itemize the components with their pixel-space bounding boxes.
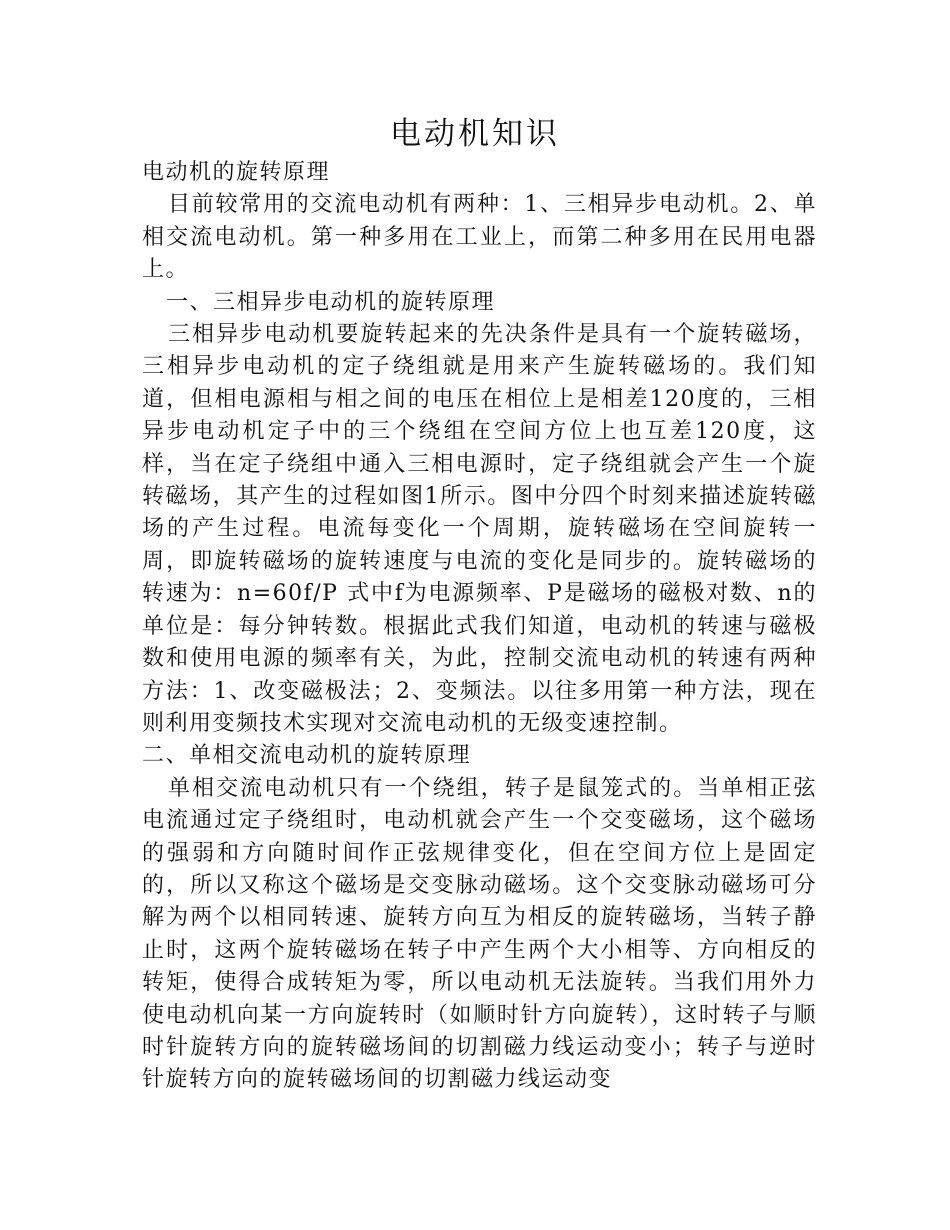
document-title: 电动机知识 <box>390 116 560 152</box>
section-heading: 电动机的旋转原理 <box>142 160 331 185</box>
paragraph-three-phase: 三相异步电动机要旋转起来的先决条件是具有一个旋转磁场，三相异步电动机的定子绕组就是用来产生旋转磁场的。我们知道，但相电源相与相之间的电压在相位上是相差120度的，三相异步电动机定子中的三个绕组在空间方位上也互差120度，这样，当在定子绕组中通入三相电源时，定子绕组就会产生一个旋转磁场，其产生的过程如图1所示。图中分四个时刻来描述旋转磁场的产生过程。电流每变化一个周期，旋转磁场在空间旋转一周，即旋转磁场的旋转速度与电流的变化是同步的。旋转磁场的转速为：n=60f/P 式中f为电源频率、P是磁场的磁极对数、n的单位是：每分钟转数。根据此式我们知道，电动机的转速与磁极数和使用电源的频率有关，为此，控制交流电动机的转速有两种方法：1、改变磁极法；2、变频法。以往多用第一种方法，现在则利用变频技术实现对交流电动机的无级变速控制。 <box>142 322 817 736</box>
document-body <box>142 157 817 1097</box>
heading-three-phase: 一、三相异步电动机的旋转原理 <box>166 289 496 315</box>
heading-single-phase: 二、单相交流电动机的旋转原理 <box>142 743 472 769</box>
intro-paragraph: 目前较常用的交流电动机有两种：1、三相异步电动机。2、单相交流电动机。第一种多用在工业上，而第二种多用在民用电器上。 <box>142 192 817 283</box>
paragraph-single-phase: 单相交流电动机只有一个绕组，转子是鼠笼式的。当单相正弦电流通过定子绕组时，电动机就会产生一个交变磁场，这个磁场的强弱和方向随时间作正弦规律变化，但在空间方位上是固定的，所以又称这个磁场是交变脉动磁场。这个交变脉动磁场可分解为两个以相同转速、旋转方向互为相反的旋转磁场，当转子静止时，这两个旋转磁场在转子中产生两个大小相等、方向相反的转矩，使得合成转矩为零，所以电动机无法旋转。当我们用外力使电动机向某一方向旋转时（如顺时针方向旋转），这时转子与顺时针旋转方向的旋转磁场间的切割磁力线运动变小；转子与逆时针旋转方向的旋转磁场间的切割磁力线运动变 <box>142 775 817 1093</box>
